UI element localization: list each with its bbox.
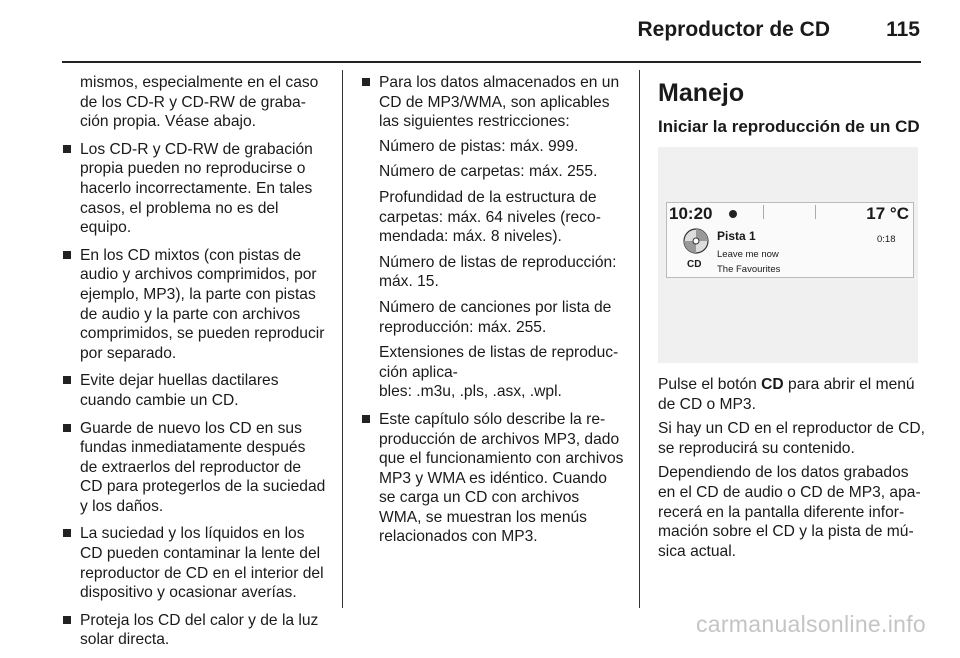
paragraph: Si hay un CD en el reproductor de CD, se reproducirá su contenido. (658, 420, 925, 457)
bullet-square-icon (362, 415, 370, 423)
instruction-paragraph (658, 375, 926, 414)
list-item (62, 246, 326, 364)
restriction-item: Número de listas de reproducción: máx. 15. (379, 253, 617, 291)
bullet-square-icon (63, 251, 71, 259)
bullet-square-icon (63, 376, 71, 384)
paragraph-text: Pulse el botón (658, 376, 762, 393)
display-clock: 10:20 (669, 204, 713, 223)
list-item (62, 371, 326, 410)
restriction-item: Número de canciones por lista de reproducción: máx. 255. (379, 298, 612, 336)
paragraph-text: para abrir el menú de CD o MP3. (658, 376, 915, 413)
bullet-list (62, 140, 326, 650)
list-item-text: Los CD-R y CD-RW de grabación propia pueden no reproducirse o hacerlo incorrectamente. En tales casos, el problema no es del equipo. (80, 140, 313, 237)
source-label: CD (687, 259, 702, 270)
restriction-item: Profundidad de la estructura de carpetas: máx. 64 niveles (recomendada: máx. 8 niveles). (379, 188, 601, 246)
restriction-item: Extensiones de listas de reproducción aplica- bles: .m3u, .pls, .asx, .wpl. (379, 344, 619, 401)
continuation-text: mismos, especialmente en el caso de los CD-R y CD-RW de grabación propia. Véase abajo. (80, 74, 319, 131)
column-divider-1 (342, 70, 343, 608)
display-separator (815, 205, 816, 219)
section-title: Manejo (658, 79, 745, 107)
bullet-square-icon (63, 145, 71, 153)
cd-disc-icon (683, 228, 709, 254)
list-item-text: Proteja los CD del calor y de la luz solar directa. (80, 611, 319, 649)
elapsed-time: 0:18 (877, 234, 896, 245)
paragraph: Dependiendo de los datos grabados en el CD de audio o CD de MP3, aparecerá en la pantalla diferente información sobre el CD y la pista de música actual. (658, 464, 921, 560)
restrictions-list (379, 137, 625, 402)
subsection-title: Iniciar la reproducción de un CD (658, 117, 920, 136)
restrictions-intro: Para los datos almacenados en un CD de MP3/WMA, son aplicables las siguientes restricciones: (379, 74, 620, 131)
list-item-text: Guarde de nuevo los CD en sus fundas inmediatamente después de extraerlos del reproductor de CD para protegerlos de la suciedad y los daños. (80, 419, 326, 515)
display-illustration (658, 147, 918, 363)
display-separator (763, 205, 764, 219)
bullet-square-icon (63, 529, 71, 537)
list-item (62, 419, 326, 517)
column-2 (361, 73, 625, 555)
bullet-square-icon (63, 616, 71, 624)
list-item (361, 410, 625, 547)
list-item-text: Este capítulo sólo describe la reproducción de archivos MP3, dado que el funcionamiento con archivos MP3 y WMA es idéntico. Cuando se carga un CD con archivos WMA, se muestran los menús relacionados con MP3. (379, 410, 624, 546)
list-item-text: En los CD mixtos (con pistas de audio y archivos comprimidos, por ejemplo, MP3), la parte con pistas de audio y la parte con archivos comprimidos, se pueden reproducir por separado. (80, 246, 325, 362)
list-item (62, 611, 326, 650)
list-item (62, 524, 326, 602)
track-name: Pista 1 (717, 229, 756, 243)
column-1 (62, 73, 326, 658)
list-item (62, 140, 326, 238)
bullet-square-icon (362, 78, 370, 86)
page-number: 115 (886, 18, 920, 41)
status-dot-icon (729, 210, 737, 218)
header-divider (62, 61, 921, 63)
cd-button-keyword: CD (761, 376, 784, 393)
column-divider-2 (639, 70, 640, 608)
list-item-text: Evite dejar huellas dactilares cuando cambie un CD. (80, 372, 279, 409)
bullet-square-icon (63, 424, 71, 432)
info-display-screen (666, 202, 914, 278)
restriction-item: Número de carpetas: máx. 255. (379, 163, 598, 181)
list-item-text: La suciedad y los líquidos en los CD pueden contaminar la lente del reproductor de CD en el interior del dispositivo y ocasionar averías. (80, 525, 324, 602)
track-album: The Favourites (717, 264, 781, 275)
restriction-item: Número de pistas: máx. 999. (379, 137, 579, 155)
column-3 (658, 73, 926, 566)
watermark: carmanualsonline.info (695, 611, 926, 637)
track-artist: Leave me now (717, 249, 779, 260)
page-header-title: Reproductor de CD (637, 18, 830, 41)
display-temperature: 17 °C (866, 204, 909, 223)
bullet-list (361, 73, 625, 547)
list-item (361, 73, 625, 402)
